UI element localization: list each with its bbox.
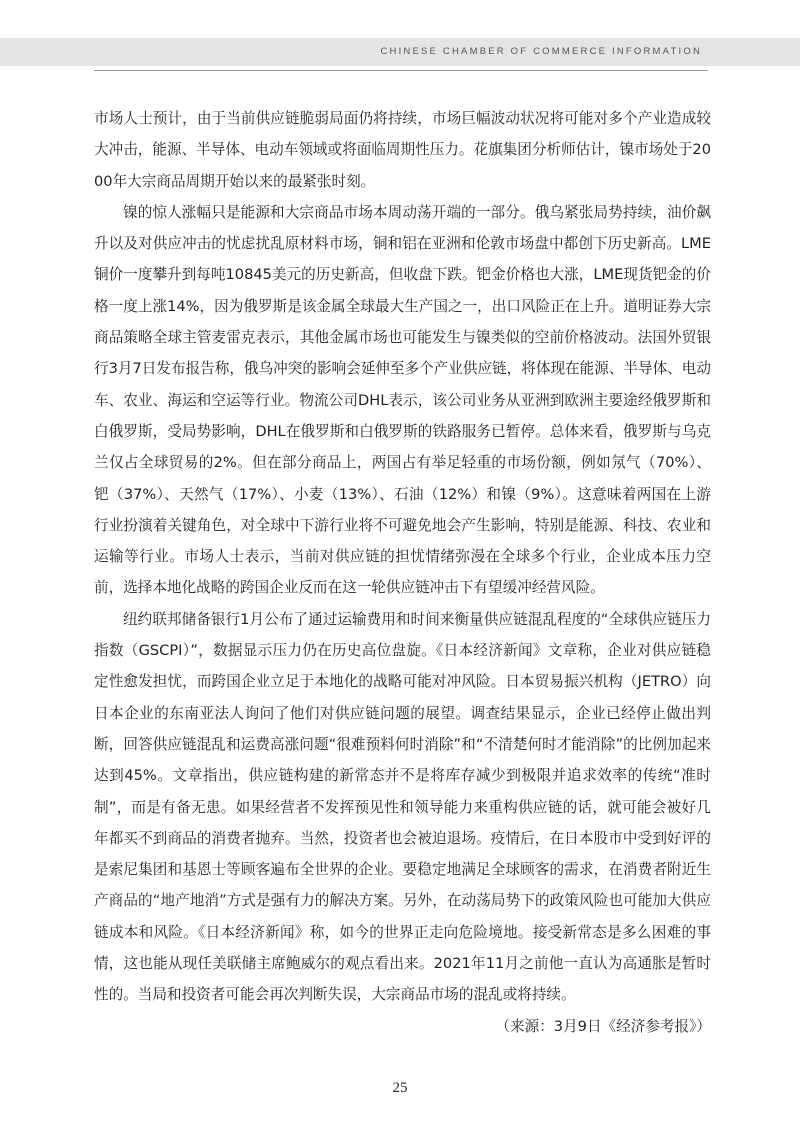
page-number: 25 <box>392 1080 408 1096</box>
paragraph-3 <box>94 604 711 1035</box>
article-body <box>94 103 711 1042</box>
paragraph-3-text: 纽约联邦储备银行1月公布了通过运输费用和时间来衡量供应链混乱程度的“全球供应链压力指数（GSCPI）”，数据显示压力仍在历史高位盘旋。《日本经济新闻》文章称，企业对供应链稳定性愈发担忧，而跨国企业立足于本地化的战略可能对冲风险。日本贸易振兴机构（JETRO）向日本企业的东南亚法人询问了他们对供应链问题的展望。调查结果显示，企业已经停止做出判断，回答供应链混乱和运费高涨问题“很难预料何时消除”和“不清楚何时才能消除”的比例加起来达到45%。文章指出，供应链构建的新常态并不是将库存减少到极限并追求效率的传统“准时制”，而是有备无患。如果经营者不发挥预见性和领导能力来重构供应链的话，就可能会被好几年都买不到商品的消费者抛弃。当然，投资者也会被迫退场。疫情后，在日本股市中受到好评的是索尼集团和基恩士等顾客遍布全世界的企业。要稳定地满足全球顾客的需求，在消费者附近生产商品的“地产地消”方式是强有力的解决方案。另外，在动荡局势下的政策风险也可能加大供应链成本和风险。《日本经济新闻》称，如今的世界正走向危险境地。接受新常态是多么困难的事情，这也能从现任美联储主席鲍威尔的观点看出来。2021年11月之前他一直认为高通胀是暂时性的。当局和投资者可能会再次判断失误，大宗商品市场的混乱或将持续。 <box>94 610 711 1004</box>
publication-header: CHINESE CHAMBER OF COMMERCE INFORMATION <box>380 46 702 57</box>
source-note: （来源：3月9日《经济参考报》） <box>495 1017 711 1035</box>
header-divider <box>94 70 708 71</box>
paragraph-2: 镍的惊人涨幅只是能源和大宗商品市场本周动荡开端的一部分。俄乌紧张局势持续，油价飙升以及对供应冲击的忧虑扰乱原材料市场，铜和铝在亚洲和伦敦市场盘中都创下历史新高。LME铜价一度攀升到每吨10845美元的历史新高，但收盘下跌。钯金价格也大涨，LME现货钯金的价格一度上涨14%，因为俄罗斯是该金属全球最大生产国之一，出口风险正在上升。道明证券大宗商品策略全球主管麦雷克表示，其他金属市场也可能发生与镍类似的空前价格波动。法国外贸银行3月7日发布报告称，俄乌冲突的影响会延伸至多个产业供应链，将体现在能源、半导体、电动车、农业、海运和空运等行业。物流公司DHL表示，该公司业务从亚洲到欧洲主要途经俄罗斯和白俄罗斯，受局势影响，DHL在俄罗斯和白俄罗斯的铁路服务已暂停。总体来看，俄罗斯与乌克兰仅占全球贸易的2%。但在部分商品上，两国占有举足轻重的市场份额，例如氖气（70%）、钯（37%）、天然气（17%）、小麦（13%）、石油（12%）和镍（9%）。这意味着两国在上游行业扮演着关键角色，对全球中下游行业将不可避免地会产生影响，特别是能源、科技、农业和运输等行业。市场人士表示，当前对供应链的担忧情绪弥漫在全球多个行业，企业成本压力空前，选择本地化战略的跨国企业反而在这一轮供应链冲击下有望缓冲经营风险。 <box>94 203 711 597</box>
paragraph-1: 市场人士预计，由于当前供应链脆弱局面仍将持续，市场巨幅波动状况将可能对多个产业造成较大冲击，能源、半导体、电动车领域或将面临周期性压力。花旗集团分析师估计，镍市场处于2000年大宗商品周期开始以来的最紧张时刻。 <box>94 110 711 190</box>
